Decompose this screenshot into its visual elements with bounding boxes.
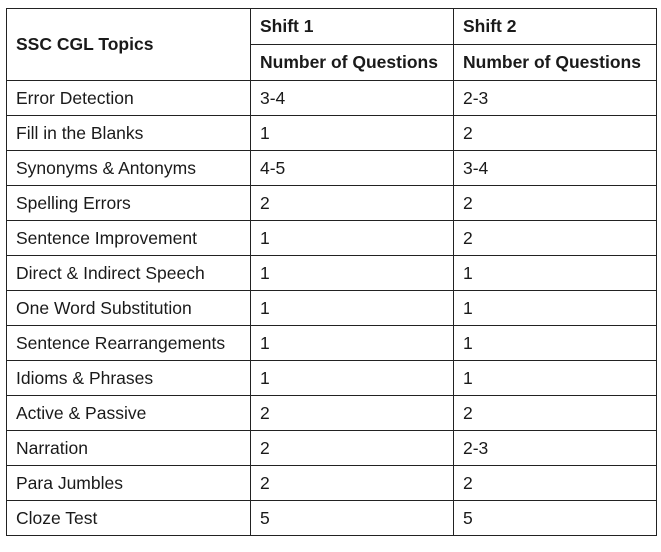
shift-1-cell: 2 (251, 396, 454, 431)
table-body (7, 81, 657, 536)
shift-2-cell: 1 (454, 361, 657, 396)
shift-2-cell: 2 (454, 221, 657, 256)
topics-table (6, 8, 657, 536)
table-row (7, 396, 657, 431)
table-row (7, 431, 657, 466)
shift-1-cell: 3-4 (251, 81, 454, 116)
table-row (7, 256, 657, 291)
table-row (7, 221, 657, 256)
shift-1-cell: 4-5 (251, 151, 454, 186)
table-row (7, 116, 657, 151)
topic-cell: Idioms & Phrases (7, 361, 251, 396)
shift-1-cell: 5 (251, 501, 454, 536)
shift-2-cell: 2 (454, 396, 657, 431)
shift-2-cell: 5 (454, 501, 657, 536)
shift-2-cell: 1 (454, 326, 657, 361)
shift-1-cell: 1 (251, 326, 454, 361)
table-row (7, 81, 657, 116)
topic-cell: Fill in the Blanks (7, 116, 251, 151)
shift-1-cell: 1 (251, 256, 454, 291)
table-row (7, 151, 657, 186)
shift-1-cell: 2 (251, 431, 454, 466)
shift-1-cell: 2 (251, 186, 454, 221)
topic-cell: Cloze Test (7, 501, 251, 536)
shift-2-cell: 1 (454, 291, 657, 326)
topic-cell: Synonyms & Antonyms (7, 151, 251, 186)
shift-2-cell: 2-3 (454, 81, 657, 116)
shift-1-cell: 1 (251, 116, 454, 151)
header-shift-1: Shift 1 (251, 9, 454, 45)
shift-2-cell: 2-3 (454, 431, 657, 466)
shift-1-cell: 1 (251, 221, 454, 256)
shift-1-cell: 1 (251, 291, 454, 326)
shift-2-cell: 2 (454, 466, 657, 501)
header-row (7, 9, 657, 45)
topic-cell: Active & Passive (7, 396, 251, 431)
topic-cell: Direct & Indirect Speech (7, 256, 251, 291)
topic-cell: Spelling Errors (7, 186, 251, 221)
topic-cell: Error Detection (7, 81, 251, 116)
shift-1-cell: 1 (251, 361, 454, 396)
shift-1-cell: 2 (251, 466, 454, 501)
table-row (7, 186, 657, 221)
topic-cell: Narration (7, 431, 251, 466)
header-shift-2: Shift 2 (454, 9, 657, 45)
header-topic-col: SSC CGL Topics (7, 9, 251, 81)
table-row (7, 361, 657, 396)
shift-2-cell: 1 (454, 256, 657, 291)
topic-cell: Sentence Improvement (7, 221, 251, 256)
table-row (7, 501, 657, 536)
shift-2-cell: 3-4 (454, 151, 657, 186)
subheader-shift-1: Number of Questions (251, 45, 454, 81)
table-row (7, 291, 657, 326)
topic-cell: Para Jumbles (7, 466, 251, 501)
table-row (7, 326, 657, 361)
topic-cell: Sentence Rearrangements (7, 326, 251, 361)
shift-2-cell: 2 (454, 116, 657, 151)
shift-2-cell: 2 (454, 186, 657, 221)
subheader-shift-2: Number of Questions (454, 45, 657, 81)
topic-cell: One Word Substitution (7, 291, 251, 326)
table-row (7, 466, 657, 501)
